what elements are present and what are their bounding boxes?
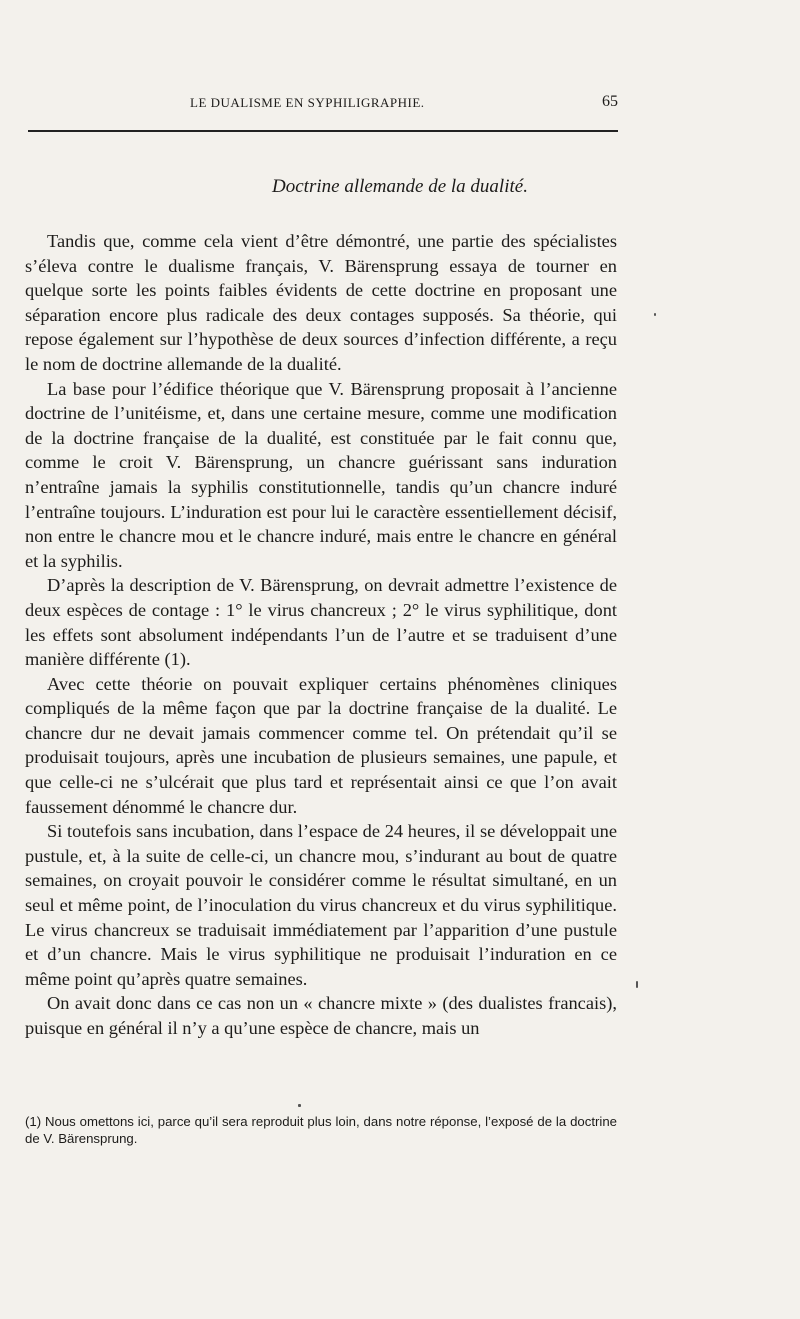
paragraph: La base pour l’édifice théorique que V. Bärensprung proposait à l’ancienne doctrine de l’unitéisme, et, dans une certaine mesure, comme une modification de la doctrine française de la dualité, est constituée par le fait connu que, comme le croit V. Bärensprung, un chancre guérissant sans induration n’entraîne jamais la syphilis constitutionnelle, tandis qu’un chancre induré l’entraîne toujours. L’induration est pour lui le caractère essentiellement décisif, non entre le chancre mou et le chancre induré, mais entre le chancre en général et la syphilis.: [25, 378, 617, 571]
paragraph: Tandis que, comme cela vient d’être démontré, une partie des spécialistes s’éleva contre le dualisme français, V. Bärensprung essaya de tourner en quelque sorte les points faibles évidents de cette doctrine en proposant une séparation encore plus radicale des deux contages supposés. Sa théorie, qui repose également sur l’hypothèse de deux sources d’infection différente, a reçu le nom de doctrine allemande de la dualité.: [25, 231, 617, 374]
page-number: 65: [602, 93, 618, 110]
footnote: (1) Nous omettons ici, parce qu’il sera reproduit plus loin, dans notre réponse, l’exposé de la doctrine de V. Bärensprung.: [25, 1114, 617, 1146]
ink-speck: [636, 981, 638, 988]
paragraph: Si toutefois sans incubation, dans l’espace de 24 heures, il se développait une pustule, et, à la suite de celle-ci, un chancre mou, s’indurant au bout de quatre semaines, on croyait pouvoir le considérer comme le résultat simultané, en un seul et même point, de l’inoculation du virus chancreux et du virus syphilitique. Le virus chancreux se traduisait immédiatement par l’apparition d’une pustule et d’un chancre. Mais le virus syphilitique ne produisait l’induration en ce même point qu’après quatre semaines.: [25, 821, 617, 989]
body-text: [25, 229, 617, 1041]
paragraph: Avec cette théorie on pouvait expliquer certains phénomènes cliniques compliqués de la même façon que par la doctrine française de la dualité. Le chancre dur ne devait jamais commencer comme tel. On prétendait qu’il se produisait toujours, après une incubation de plusieurs semaines, une papule, et que celle-ci ne s’ulcérait que plus tard et représentait ainsi ce que l’on avait faussement dénommé le chancre dur.: [25, 673, 617, 817]
header-rule: [28, 130, 618, 132]
section-title: Doctrine allemande de la dualité.: [272, 176, 528, 197]
ink-speck: [298, 1104, 301, 1107]
ink-speck: [654, 313, 656, 316]
running-title: LE DUALISME EN SYPHILIGRAPHIE.: [190, 95, 425, 110]
paragraph: On avait donc dans ce cas non un « chancre mixte » (des dualistes francais), puisque en général il n’y a qu’une espèce de chancre, mais un: [25, 993, 617, 1038]
running-head: [150, 95, 622, 119]
paragraph: D’après la description de V. Bärensprung, on devrait admettre l’existence de deux espèces de contage : 1° le virus chancreux ; 2° le virus syphilitique, dont les effets sont absolument indépendants l’un de l’autre et se traduisent d’une manière différente (1).: [25, 575, 617, 670]
